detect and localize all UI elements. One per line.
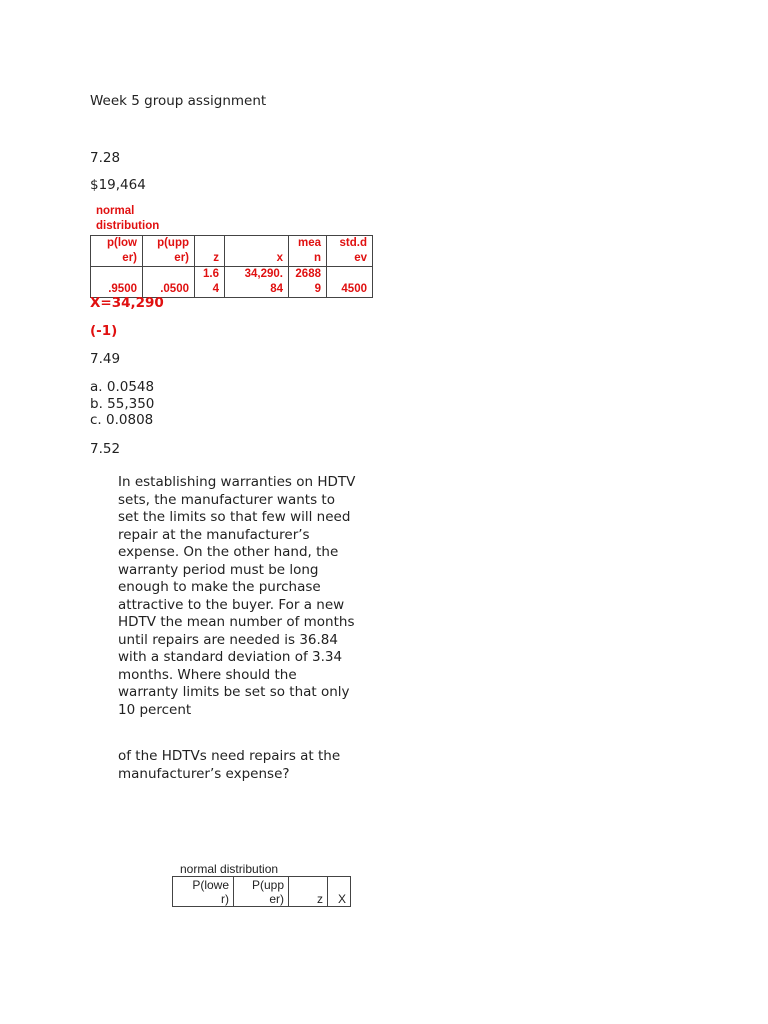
header-std-dev: std.d ev [327,236,373,267]
answers-7-49 [90,379,154,429]
problem-paragraph-2: of the HDTVs need repairs at the manufacturer’s expense? [118,748,341,782]
header-x-2: X [328,877,351,907]
answer-7-28: $19,464 [90,177,146,193]
header-p-upper-2: P(upp er) [234,877,289,907]
answer-a: a. 0.0548 [90,379,155,395]
problem-paragraph-1: In establishing warranties on HDTV sets, the manufacturer wants to set the limits so that few will need repair at the manufacturer’s expense. On the other hand, the warranty period must be long enough to make the purchase attractive to the buyer. For a new HDTV the mean number of months until repairs are needed is 36.84 with a standard deviation of 3.34 months. Where should the warranty limits be set so that only 10 percent [118,474,356,718]
header-z-2: z [289,877,328,907]
value-z: 1.6 4 [195,267,225,298]
document-title: Week 5 group assignment [90,93,267,109]
value-std-dev: 4500 [327,267,373,298]
value-x: 34,290. 84 [225,267,289,298]
table-caption-normal-distribution: normal distribution [96,205,160,232]
header-x: x [225,236,289,267]
table-caption-normal-distribution-2: normal distribution [180,862,279,876]
header-p-lower-2: P(lowe r) [173,877,234,907]
question-number-7-52: 7.52 [90,441,121,457]
value-p-lower: .9500 [91,267,143,298]
value-p-upper: .0500 [143,267,195,298]
answer-b: b. 55,350 [90,395,155,412]
question-number-7-49: 7.49 [90,351,121,367]
table-header-row [91,236,373,267]
header-mean: mea n [289,236,327,267]
note-minus-one: (-1) [90,323,118,339]
header-z: z [195,236,225,267]
question-number-7-28: 7.28 [90,150,121,166]
normal-distribution-table-2 [172,876,351,907]
answer-c: c. 0.0808 [90,412,154,428]
header-p-upper: p(upp er) [143,236,195,267]
table-header-row-2 [173,877,351,907]
x-result: X=34,290 [90,295,164,311]
header-p-lower: p(low er) [91,236,143,267]
table-value-row [91,267,373,298]
value-mean: 2688 9 [289,267,327,298]
normal-distribution-table [90,235,373,298]
